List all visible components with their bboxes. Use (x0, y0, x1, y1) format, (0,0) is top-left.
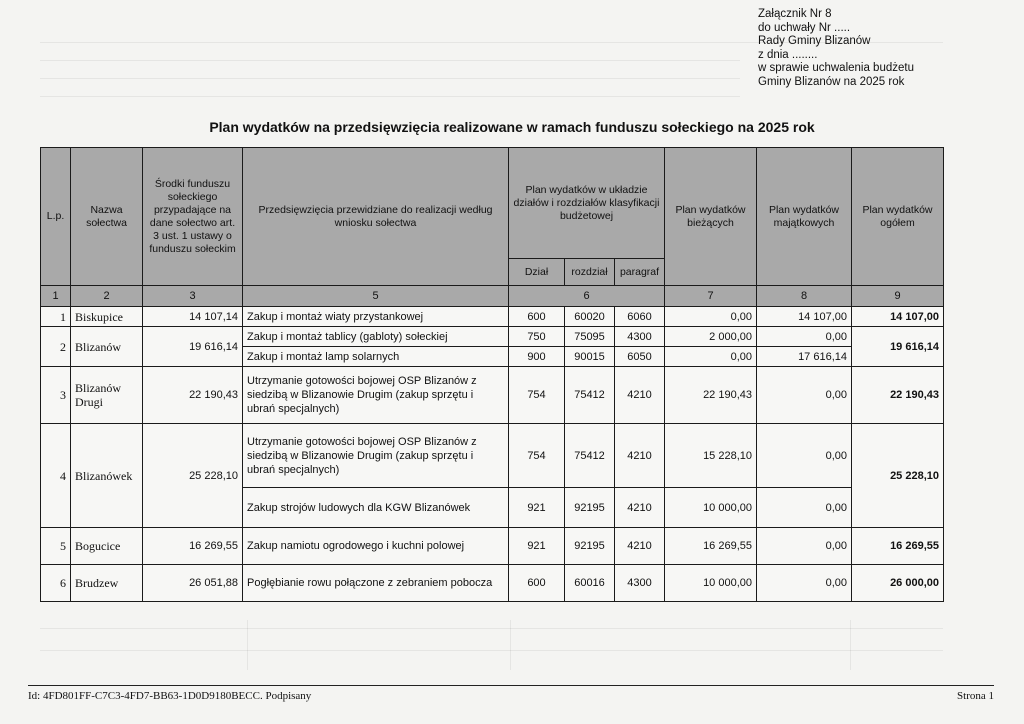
total-expense: 19 616,14 (852, 327, 944, 367)
paragraf-cell: 4210 (615, 528, 665, 565)
dzial-cell: 921 (509, 488, 565, 528)
footer-divider (28, 685, 994, 686)
attachment-line: do uchwały Nr ..... (758, 21, 851, 34)
rozdzial-cell: 75412 (565, 367, 615, 424)
property-expense: 14 107,00 (757, 307, 852, 327)
dzial-cell: 754 (509, 367, 565, 424)
column-number: 5 (243, 286, 509, 307)
header-dzial: Dział (509, 259, 565, 286)
project-name: Zakup i montaż lamp solarnych (243, 347, 509, 367)
village-name: Brudzew (71, 565, 143, 602)
total-expense: 25 228,10 (852, 424, 944, 528)
rozdzial-cell: 60016 (565, 565, 615, 602)
paragraf-cell: 4210 (615, 367, 665, 424)
header-projects: Przedsięwzięcia przewidziane do realizacji według wniosku sołectwa (243, 148, 509, 286)
current-expense: 2 000,00 (665, 327, 757, 347)
rozdzial-cell: 60020 (565, 307, 615, 327)
column-number: 6 (509, 286, 665, 307)
page-number: Strona 1 (957, 690, 994, 702)
row-lp: 3 (41, 367, 71, 424)
current-expense: 0,00 (665, 347, 757, 367)
column-number: 3 (143, 286, 243, 307)
attachment-line: Gminy Blizanów na 2025 rok (758, 75, 905, 88)
project-name: Zakup namiotu ogrodowego i kuchni polowej (243, 528, 509, 565)
current-expense: 10 000,00 (665, 488, 757, 528)
table-row (41, 424, 944, 488)
table-row (41, 565, 944, 602)
column-number: 2 (71, 286, 143, 307)
dzial-cell: 921 (509, 528, 565, 565)
header-classification: Plan wydatków w układzie działów i rozdziałów klasyfikacji budżetowej (509, 148, 665, 259)
current-expense: 0,00 (665, 307, 757, 327)
document-id: Id: 4FD801FF-C7C3-4FD7-BB63-1D0D9180BECC. Podpisany (28, 690, 312, 702)
column-number: 8 (757, 286, 852, 307)
project-name: Zakup i montaż wiaty przystankowej (243, 307, 509, 327)
property-expense: 0,00 (757, 424, 852, 488)
current-expense: 22 190,43 (665, 367, 757, 424)
village-name: Blizanów (71, 327, 143, 367)
table-row (41, 528, 944, 565)
project-name: Utrzymanie gotowości bojowej OSP Blizanów z siedzibą w Blizanowie Drugim (zakup sprzętu i ubrań specjalnych) (243, 424, 509, 488)
header-total: Plan wydatków ogółem (852, 148, 944, 286)
current-expense: 10 000,00 (665, 565, 757, 602)
village-funds: 19 616,14 (143, 327, 243, 367)
attachment-line: w sprawie uchwalenia budżetu (758, 62, 914, 74)
rozdzial-cell: 92195 (565, 488, 615, 528)
village-funds: 26 051,88 (143, 565, 243, 602)
village-name: Bogucice (71, 528, 143, 565)
village-funds: 22 190,43 (143, 367, 243, 424)
header-name: Nazwa sołectwa (71, 148, 143, 286)
paragraf-cell: 6060 (615, 307, 665, 327)
current-expense: 15 228,10 (665, 424, 757, 488)
property-expense: 0,00 (757, 367, 852, 424)
column-number: 9 (852, 286, 944, 307)
rozdzial-cell: 75095 (565, 327, 615, 347)
village-funds: 14 107,14 (143, 307, 243, 327)
column-number: 1 (41, 286, 71, 307)
dzial-cell: 600 (509, 565, 565, 602)
attachment-line: Załącznik Nr 8 (758, 8, 832, 20)
attachment-line: z dnia ........ (758, 48, 818, 61)
village-name: Blizanówek (71, 424, 143, 528)
paragraf-cell: 4210 (615, 424, 665, 488)
table-row (41, 307, 944, 327)
total-expense: 16 269,55 (852, 528, 944, 565)
header-property: Plan wydatków majątkowych (757, 148, 852, 286)
row-lp: 5 (41, 528, 71, 565)
current-expense: 16 269,55 (665, 528, 757, 565)
property-expense: 0,00 (757, 488, 852, 528)
total-expense: 14 107,00 (852, 307, 944, 327)
village-funds: 16 269,55 (143, 528, 243, 565)
attachment-note (758, 8, 914, 89)
rozdzial-cell: 92195 (565, 528, 615, 565)
row-lp: 2 (41, 327, 71, 367)
header-paragraf: paragraf (615, 259, 665, 286)
rozdzial-cell: 75412 (565, 424, 615, 488)
project-name: Zakup strojów ludowych dla KGW Blizanówek (243, 488, 509, 528)
document-title: Plan wydatków na przedsięwzięcia realizowane w ramach funduszu sołeckiego na 2025 rok (209, 119, 815, 135)
header-rozdzial: rozdział (565, 259, 615, 286)
dzial-cell: 900 (509, 347, 565, 367)
project-name: Utrzymanie gotowości bojowej OSP Blizanów z siedzibą w Blizanowie Drugim (zakup sprzętu i ubrań specjalnych) (243, 367, 509, 424)
total-expense: 22 190,43 (852, 367, 944, 424)
property-expense: 0,00 (757, 565, 852, 602)
paragraf-cell: 4300 (615, 565, 665, 602)
paragraf-cell: 6050 (615, 347, 665, 367)
village-name: Biskupice (71, 307, 143, 327)
column-number: 7 (665, 286, 757, 307)
dzial-cell: 754 (509, 424, 565, 488)
project-name: Zakup i montaż tablicy (gabloty) sołeckiej (243, 327, 509, 347)
header-funds: Środki funduszu sołeckiego przypadające na dane sołectwo art. 3 ust. 1 ustawy o funduszu sołeckim (143, 148, 243, 286)
property-expense: 17 616,14 (757, 347, 852, 367)
header-current: Plan wydatków bieżących (665, 148, 757, 286)
row-lp: 4 (41, 424, 71, 528)
row-lp: 1 (41, 307, 71, 327)
paragraf-cell: 4210 (615, 488, 665, 528)
table-row (41, 327, 944, 347)
paragraf-cell: 4300 (615, 327, 665, 347)
property-expense: 0,00 (757, 528, 852, 565)
dzial-cell: 750 (509, 327, 565, 347)
dzial-cell: 600 (509, 307, 565, 327)
header-lp: L.p. (41, 148, 71, 286)
row-lp: 6 (41, 565, 71, 602)
village-name: Blizanów Drugi (71, 367, 143, 424)
property-expense: 0,00 (757, 327, 852, 347)
total-expense: 26 000,00 (852, 565, 944, 602)
rozdzial-cell: 90015 (565, 347, 615, 367)
village-funds: 25 228,10 (143, 424, 243, 528)
table-row (41, 367, 944, 424)
attachment-line: Rady Gminy Blizanów (758, 35, 871, 47)
project-name: Pogłębianie rowu połączone z zebraniem pobocza (243, 565, 509, 602)
expenditure-plan-table (40, 147, 944, 602)
